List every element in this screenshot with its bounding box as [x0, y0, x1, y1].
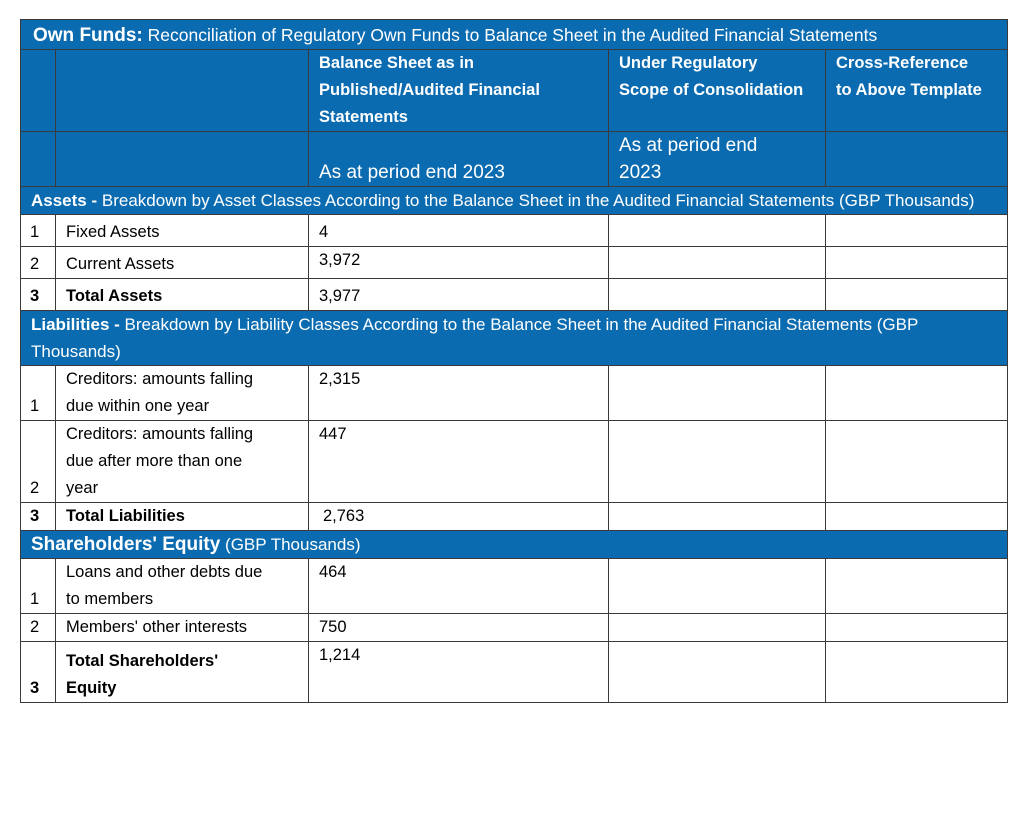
row-label: Loans and other debts due to members: [56, 559, 309, 614]
period-balance-sheet-text: As at period end 2023: [319, 162, 505, 183]
column-header-row: [21, 50, 1008, 132]
table-row: [21, 215, 1008, 247]
period-regulatory-scope: As at period end 2023: [609, 132, 826, 187]
row-label: Creditors: amounts falling due within one year: [56, 366, 309, 421]
liabilities-heading-bold: Liabilities -: [31, 315, 120, 334]
header-cross-reference: Cross-Reference to Above Template: [826, 50, 1008, 132]
row-label: Members' other interests: [56, 614, 309, 642]
row-number: 3: [21, 279, 56, 311]
period-label-cell: [56, 132, 309, 187]
row-cross-reference-cell: [826, 215, 1008, 247]
equity-heading: [21, 531, 1008, 559]
row-value: 447: [309, 421, 609, 503]
table-title: [21, 20, 1008, 50]
equity-heading-bold: Shareholders' Equity: [31, 534, 221, 555]
table-row: [21, 247, 1008, 279]
row-regulatory-cell: [609, 642, 826, 703]
period-num-cell: [21, 132, 56, 187]
row-label: Fixed Assets: [56, 215, 309, 247]
equity-heading-text: (GBP Thousands): [225, 535, 361, 554]
liabilities-heading-row: [21, 311, 1008, 366]
row-label: Total Assets: [56, 279, 309, 311]
row-regulatory-cell: [609, 279, 826, 311]
row-number: 2: [21, 247, 56, 279]
row-number: 1: [21, 559, 56, 614]
period-row: [21, 132, 1008, 187]
row-cross-reference-cell: [826, 279, 1008, 311]
row-regulatory-cell: [609, 421, 826, 503]
row-cross-reference-cell: [826, 421, 1008, 503]
row-regulatory-cell: [609, 503, 826, 531]
row-number: 3: [21, 503, 56, 531]
liabilities-heading-text: Breakdown by Liability Classes According to the Balance Sheet in the Audited Financial Statements (GBP Thousands): [31, 315, 919, 361]
row-number: 1: [21, 366, 56, 421]
table-row: [21, 559, 1008, 614]
row-number: 2: [21, 614, 56, 642]
assets-heading-bold: Assets -: [31, 191, 98, 210]
period-balance-sheet: [309, 132, 609, 187]
row-cross-reference-cell: [826, 366, 1008, 421]
row-number: 3: [21, 642, 56, 703]
row-value: 750: [309, 614, 609, 642]
assets-heading-text: Breakdown by Asset Classes According to the Balance Sheet in the Audited Financial Statements (GBP Thousands): [101, 191, 975, 210]
row-number: 1: [21, 215, 56, 247]
row-regulatory-cell: [609, 215, 826, 247]
table-title-row: [21, 20, 1008, 50]
row-label: Current Assets: [56, 247, 309, 279]
row-value: 2,315: [309, 366, 609, 421]
header-num-cell: [21, 50, 56, 132]
row-regulatory-cell: [609, 247, 826, 279]
row-value: 3,977: [309, 279, 609, 311]
table-row: [21, 366, 1008, 421]
period-cross-reference-cell: [826, 132, 1008, 187]
row-cross-reference-cell: [826, 503, 1008, 531]
row-value: 2,763: [309, 503, 609, 531]
equity-heading-row: [21, 531, 1008, 559]
table-row: [21, 503, 1008, 531]
header-regulatory-scope: Under Regulatory Scope of Consolidation: [609, 50, 826, 132]
row-label: Total Shareholders' Equity: [56, 642, 309, 703]
row-value: 4: [309, 215, 609, 247]
table-row: [21, 614, 1008, 642]
title-bold: Own Funds:: [33, 25, 143, 46]
header-balance-sheet: Balance Sheet as in Published/Audited Financial Statements: [309, 50, 609, 132]
row-regulatory-cell: [609, 614, 826, 642]
assets-heading: [21, 187, 1008, 215]
liabilities-heading: [21, 311, 1008, 366]
row-number: 2: [21, 421, 56, 503]
row-label: Creditors: amounts falling due after more than one year: [56, 421, 309, 503]
row-regulatory-cell: [609, 366, 826, 421]
row-label: Total Liabilities: [56, 503, 309, 531]
row-cross-reference-cell: [826, 247, 1008, 279]
header-label-cell: [56, 50, 309, 132]
title-text: Reconciliation of Regulatory Own Funds to Balance Sheet in the Audited Financial Statements: [147, 25, 878, 45]
row-cross-reference-cell: [826, 614, 1008, 642]
row-cross-reference-cell: [826, 642, 1008, 703]
row-value: 464: [309, 559, 609, 614]
table-row: [21, 421, 1008, 503]
row-value: 3,972: [309, 247, 609, 279]
row-cross-reference-cell: [826, 559, 1008, 614]
table-row: [21, 279, 1008, 311]
own-funds-reconciliation-table: [20, 19, 1008, 703]
table-row: [21, 642, 1008, 703]
row-regulatory-cell: [609, 559, 826, 614]
row-value: 1,214: [309, 642, 609, 703]
assets-heading-row: [21, 187, 1008, 215]
